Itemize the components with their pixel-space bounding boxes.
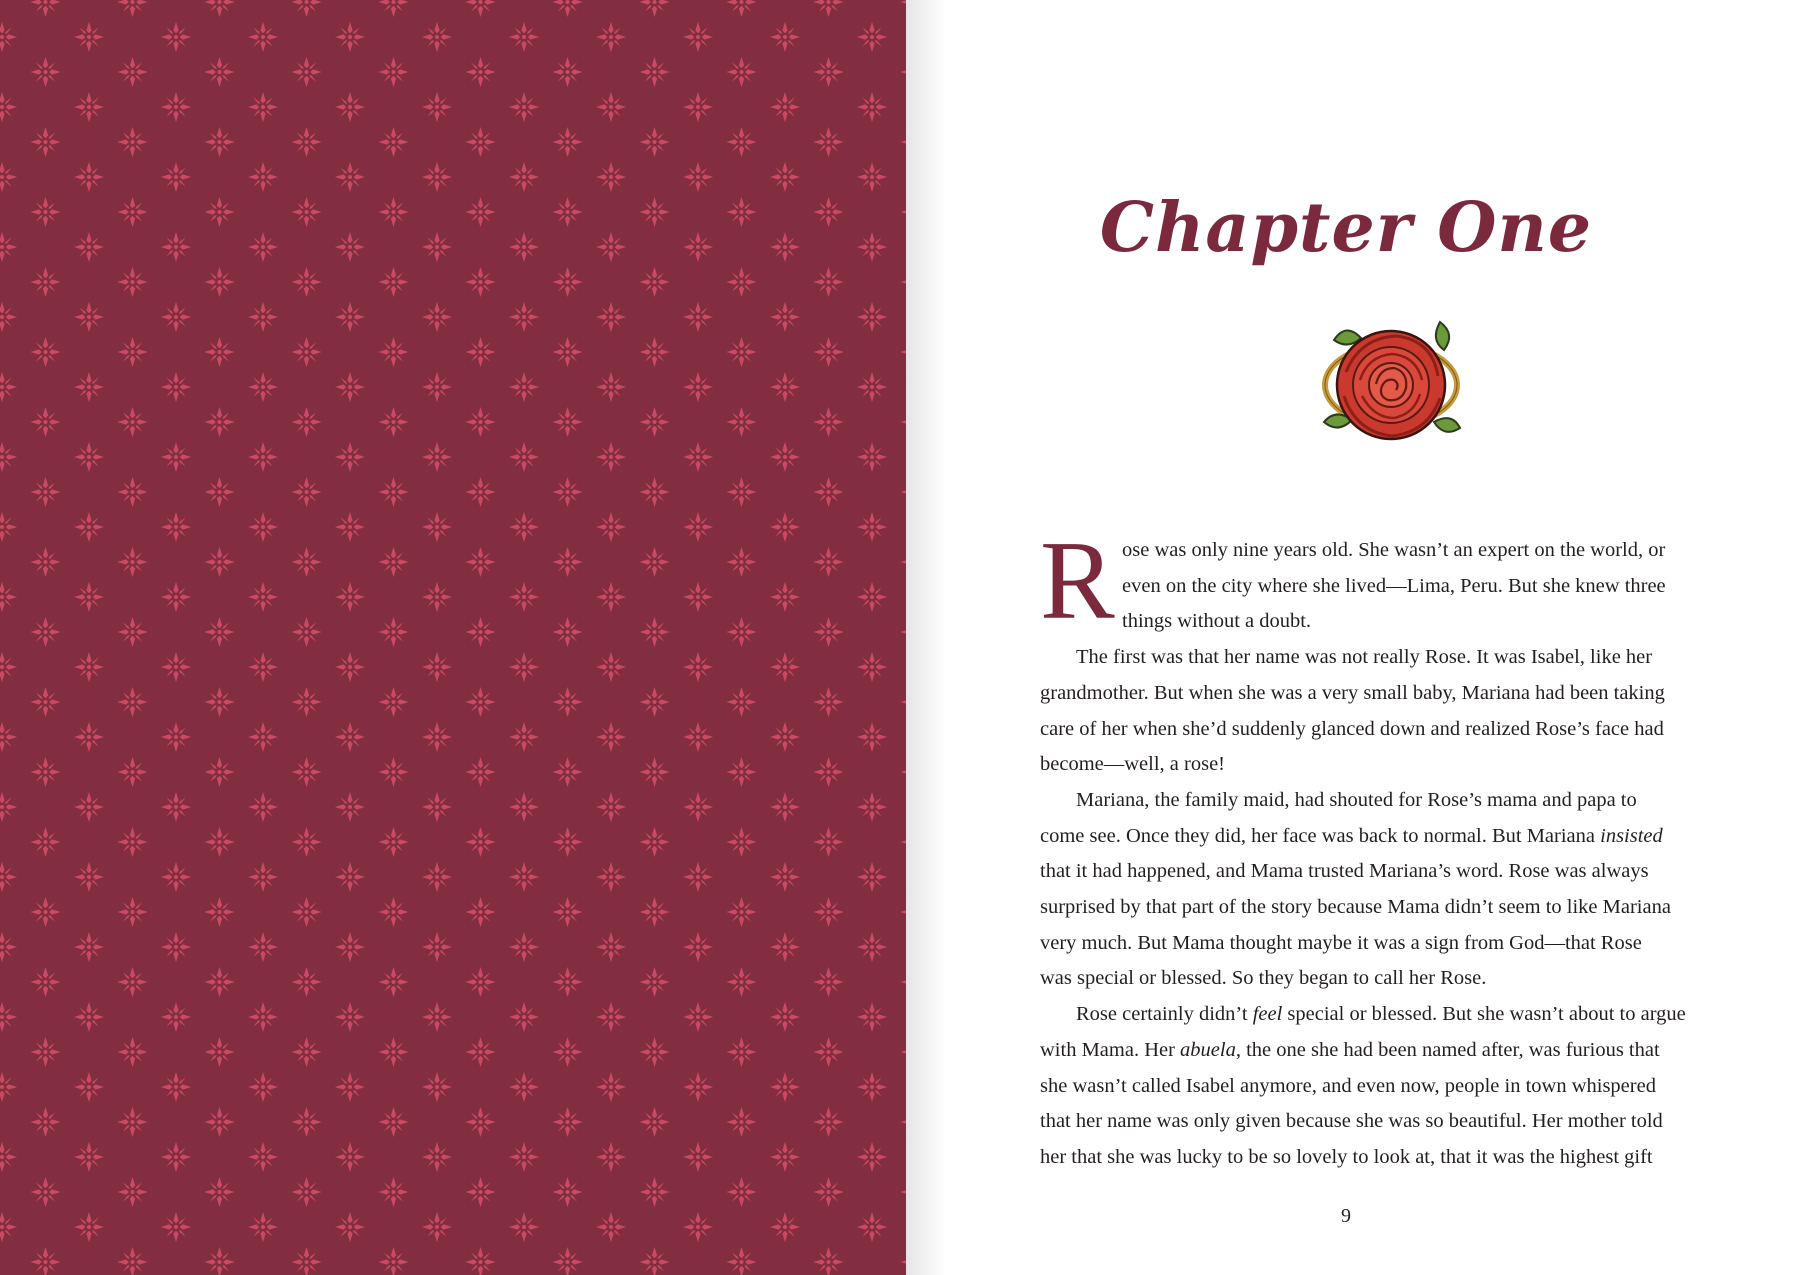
text-line [1040, 640, 1730, 676]
rose-icon [1316, 310, 1466, 460]
text-line: things without a doubt. [1122, 610, 1312, 633]
text-line: even on the city where she lived—Lima, Peru. But she knew three [1122, 574, 1666, 597]
text-run: special or blessed. But she wasn’t about to argue [1282, 1003, 1686, 1026]
text-run: come see. Once they did, her face was back to normal. But Mariana [1040, 824, 1601, 847]
right-page [906, 0, 1800, 1275]
text-line [1040, 1140, 1730, 1176]
text-line [1040, 1104, 1730, 1140]
text-run: with Mama. Her [1040, 1038, 1181, 1061]
page-number: 9 [1341, 1205, 1351, 1227]
text-run: become—well, a rose! [1040, 753, 1225, 776]
text-run: , the one she had been named after, was furious that [1235, 1038, 1660, 1061]
text-line: ose was only nine years old. She wasn’t an expert on the world, or [1122, 539, 1666, 561]
text-run: very much. But Mama thought maybe it was a sign from God—that Rose [1040, 931, 1642, 954]
text-run: that it had happened, and Mama trusted Mariana’s word. Rose was always [1040, 860, 1649, 883]
text-line [1040, 926, 1730, 962]
chapter-body-text [1040, 519, 1730, 1176]
text-run: she wasn’t called Isabel anymore, and even now, people in town whispered [1040, 1074, 1656, 1097]
italic-text: abuela [1180, 1038, 1236, 1061]
chapter-title: Chapter One [1099, 188, 1593, 268]
text-line [1040, 676, 1730, 712]
italic-text: feel [1252, 1003, 1283, 1026]
text-line [1040, 854, 1730, 890]
text-line [1040, 1033, 1730, 1069]
text-run: Rose certainly didn’t [1076, 1003, 1253, 1026]
text-line [1040, 712, 1730, 748]
text-run: surprised by that part of the story because Mama didn’t seem to like Mariana [1040, 896, 1671, 919]
text-run: that her name was only given because she was so beautiful. Her mother told [1040, 1110, 1663, 1133]
text-run: grandmother. But when she was a very small baby, Mariana had been taking [1040, 681, 1665, 704]
text-run: The first was that her name was not really Rose. It was Isabel, like her [1076, 646, 1653, 669]
text-line [1040, 819, 1730, 855]
text-run: care of her when she’d suddenly glanced down and realized Rose’s face had [1040, 717, 1664, 740]
text-line [1040, 997, 1730, 1033]
text-line [1040, 961, 1730, 997]
text-line [1040, 747, 1730, 783]
text-line [1040, 890, 1730, 926]
drop-cap: R [1040, 519, 1115, 643]
text-run: her that she was lucky to be so lovely to look at, that it was the highest gift [1040, 1145, 1653, 1168]
opening-paragraph [1040, 519, 1730, 643]
body-lines [1040, 640, 1730, 1176]
text-run: was special or blessed. So they began to call her Rose. [1040, 967, 1487, 990]
text-line [1040, 1069, 1730, 1105]
text-line [1040, 783, 1730, 819]
italic-text: insisted [1600, 824, 1663, 847]
text-run: Mariana, the family maid, had shouted for Rose’s mama and papa to [1076, 788, 1637, 811]
